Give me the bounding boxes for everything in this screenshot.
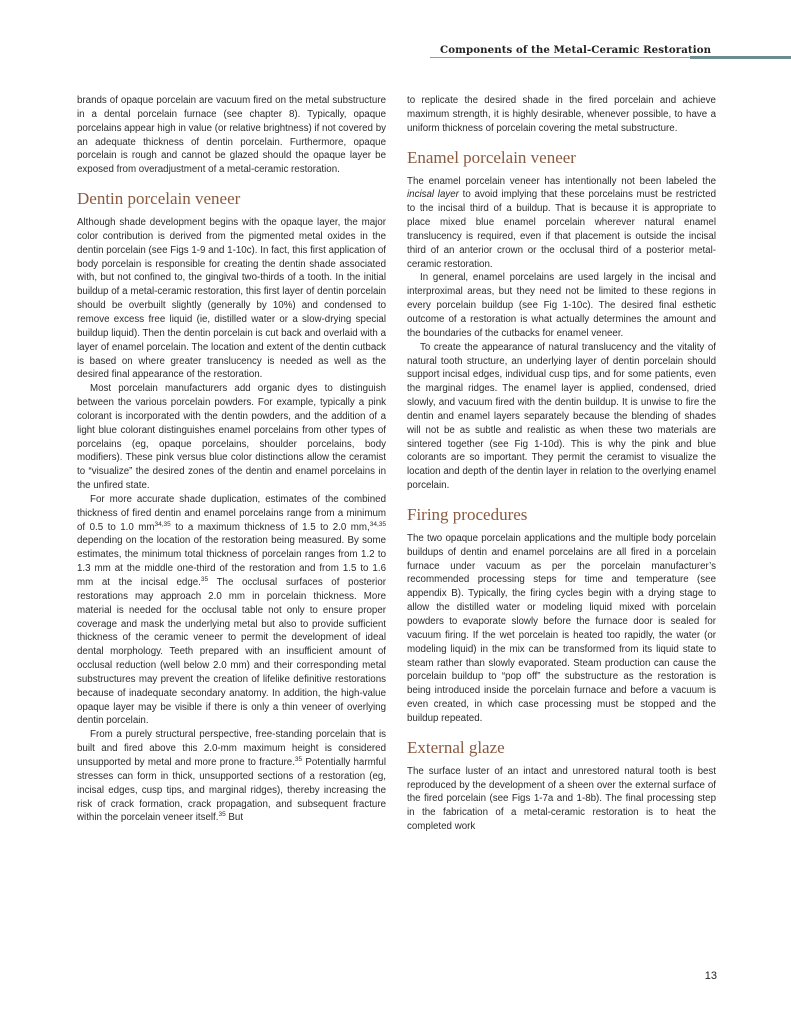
paragraph [77,728,386,825]
text-run: The occlusal surfaces of posterior restorations may approach 2.0 mm in porcelain thickness. More material is needed for the occlusal table not only to ensure proper coverage and mask the underlying metal but also to provide sufficient thickness of the ceramic veneer to permit the development of ideal dental morphology. Teeth prepared with an insufficient amount of occlusal reduction (well below 2.0 mm) and their corresponding metal substructures may prevent the creation of lifelike definitive restorations because of inadequate secondary anatomy. In addition, the high-value opaque layer may be visible if there is only a thin veneer of overlying dentin porcelain. [77,577,386,727]
text-run: The enamel porcelain veneer has intentionally not been labeled the [407,175,716,187]
paragraph [407,175,716,272]
text-run: to a maximum thickness of 1.5 to 2.0 mm, [170,521,370,533]
text-run: to avoid implying that these porcelains must be restricted to the incisal third of a buildup. That is because it is appropriate to place mixed blue enamel porcelain wherever natural enamel translucency is required, even if that placement is outside the incisal third of an anterior crown or the occlusal third of a posterior metal-ceramic restoration. [407,189,716,270]
text-run: Potentially harmful stresses can form in thick, unsupported sections of a restoration (eg, incisal edges, cusp tips, and marginal ridges), thereby increasing the risk of crack formation, crack propagation, and subsequent fracture within the porcelain veneer itself. [77,756,386,824]
paragraph: In general, enamel porcelains are used largely in the incisal and interproximal areas, but they need not be limited to these regions in every porcelain buildup (see Fig 1-10c). The desired final esthetic outcome of a restoration is what actually determines the amount and the boundaries of the cutbacks for enamel veneer. [407,272,716,339]
left-column [77,94,386,825]
paragraph: Although shade development begins with the opaque layer, the major color contribution is derived from the pigmented metal oxides in the dentin porcelain (see Figs 1-9 and 1-10c). In fact, this first application of body porcelain is responsible for creating the dentin shade associated with, but not confined to, the gingival two-thirds of a tooth. In the initial buildup of a metal-ceramic restoration, this first layer of dentin porcelain should be overbuilt slightly (generally by 10%) and condensed to remove excess free liquid (ie, distilled water or a slow-drying special buildup liquid). Then the dentin porcelain is cut back and overlaid with a layer of enamel porcelain. The location and extent of the dentin cutback is based on where greater translucency is needed as well as the desired final appearance of the restoration. [77,217,386,381]
page-number: 13 [704,970,717,982]
section-heading-enamel: Enamel porcelain veneer [407,147,576,167]
paragraph: brands of opaque porcelain are vacuum fired on the metal substructure in a dental porcelain furnace (see chapter 8). Typically, opaque porcelains appear high in value (or relative brightness) if not covered by an adequate thickness of dentin porcelain. Furthermore, opaque porcelain is rough and cannot be glazed should the opaque layer be exposed from overadjustment of a metal-ceramic restoration. [77,95,386,176]
paragraph [77,493,386,728]
running-head: Components of the Metal-Ceramic Restoration [440,44,712,56]
paragraph: Most porcelain manufacturers add organic dyes to distinguish between the various porcelain powders. For example, typically a pink colorant is incorporated with the dentin powders, and the addition of a light blue colorant distinguishes enamel porcelains from other types of porcelains (eg, opaque porcelains, shoulder porcelains, body modifiers). These pink versus blue color distinctions allow the ceramist to “visualize” the desired zones of the dentin and enamel porcelains in the unfired state. [77,383,386,492]
paragraph: The surface luster of an intact and unrestored natural tooth is best reproduced by the development of a sheen over the external surface of the fired porcelain (see Figs 1-7a and 1-8b). The final processing step in the fabrication of a metal-ceramic restoration is to heat the completed work [407,765,716,833]
emphasis-term: incisal layer [407,189,459,201]
section-heading-dentin: Dentin porcelain veneer [77,189,241,209]
paragraph: To create the appearance of natural translucency and the vitality of natural tooth structure, an underlying layer of dentin porcelain should support incisal edges, individual cusp tips, and for some patients, even the marginal ridges. The enamel layer is applied, condensed, dried slowly, and vacuum fired with the dentin buildup. It is unwise to fire the dentin and enamel layers separately because the blending of shades will not be as subtle and realistic as when these two materials are sintered together (see Fig 1-10d). This is why the pink and blue colorants are so important. They permit the ceramist to visualize the location and depth of the dentin layer in relation to the overlying enamel porcelain. [407,341,716,492]
text-run: But [225,812,244,824]
right-column [407,94,716,834]
text-run: From a purely structural perspective, free-standing porcelain that is built and fired above this 2.0-mm maximum height is considered unsupported by metal and more prone to fracture. [77,729,386,768]
text-run: For more accurate shade duplication, estimates of the combined thickness of fired dentin and enamel porcelains range from a minimum of 0.5 to 1.0 mm [77,493,386,533]
citation-ref: 35 [294,755,303,763]
header-rule-accent [690,56,791,59]
citation-ref: 34,35 [369,520,387,528]
paragraph: The two opaque porcelain applications and the multiple body porcelain buildups of dentin and enamel porcelains are all fired in a porcelain furnace under vacuum as per the porcelain manufacturer’s recommended processing steps for time and temperature (see appendix B). Typically, the firing cycles begin with a drying stage to allow the distilled water or modeling liquid mixed with porcelain powders to evaporate slowly before the furnace door is sealed for vacuum firing. If the wet porcelain is heated too rapidly, the water (or modeling liquid) in the mix can be transformed from its liquid state to steam rather than slowly evaporated. Steam production can cause the porcelain buildup to “pop off” the substructure as the restoration is being introduced inside the porcelain furnace and before a vacuum is even created, in which case processing must be stopped and the buildup repeated. [407,532,716,724]
paragraph: to replicate the desired shade in the fired porcelain and achieve maximum strength, it is highly desirable, whenever possible, to have a uniform thickness of porcelain covering the metal substructure. [407,95,716,134]
section-heading-firing: Firing procedures [407,504,528,524]
citation-ref: 34,35 [154,520,171,528]
section-heading-glaze: External glaze [407,737,505,757]
citation-ref: 35 [200,575,209,583]
text-run: depending on the location of the restoration being measured. By some estimates, the minimum total thickness of porcelain ranges from 1.2 to 1.3 mm at the middle one-third of the restoration and from 1.5 to 1.6 mm at the incisal edge. [77,535,386,588]
citation-ref: 35 [218,811,226,819]
